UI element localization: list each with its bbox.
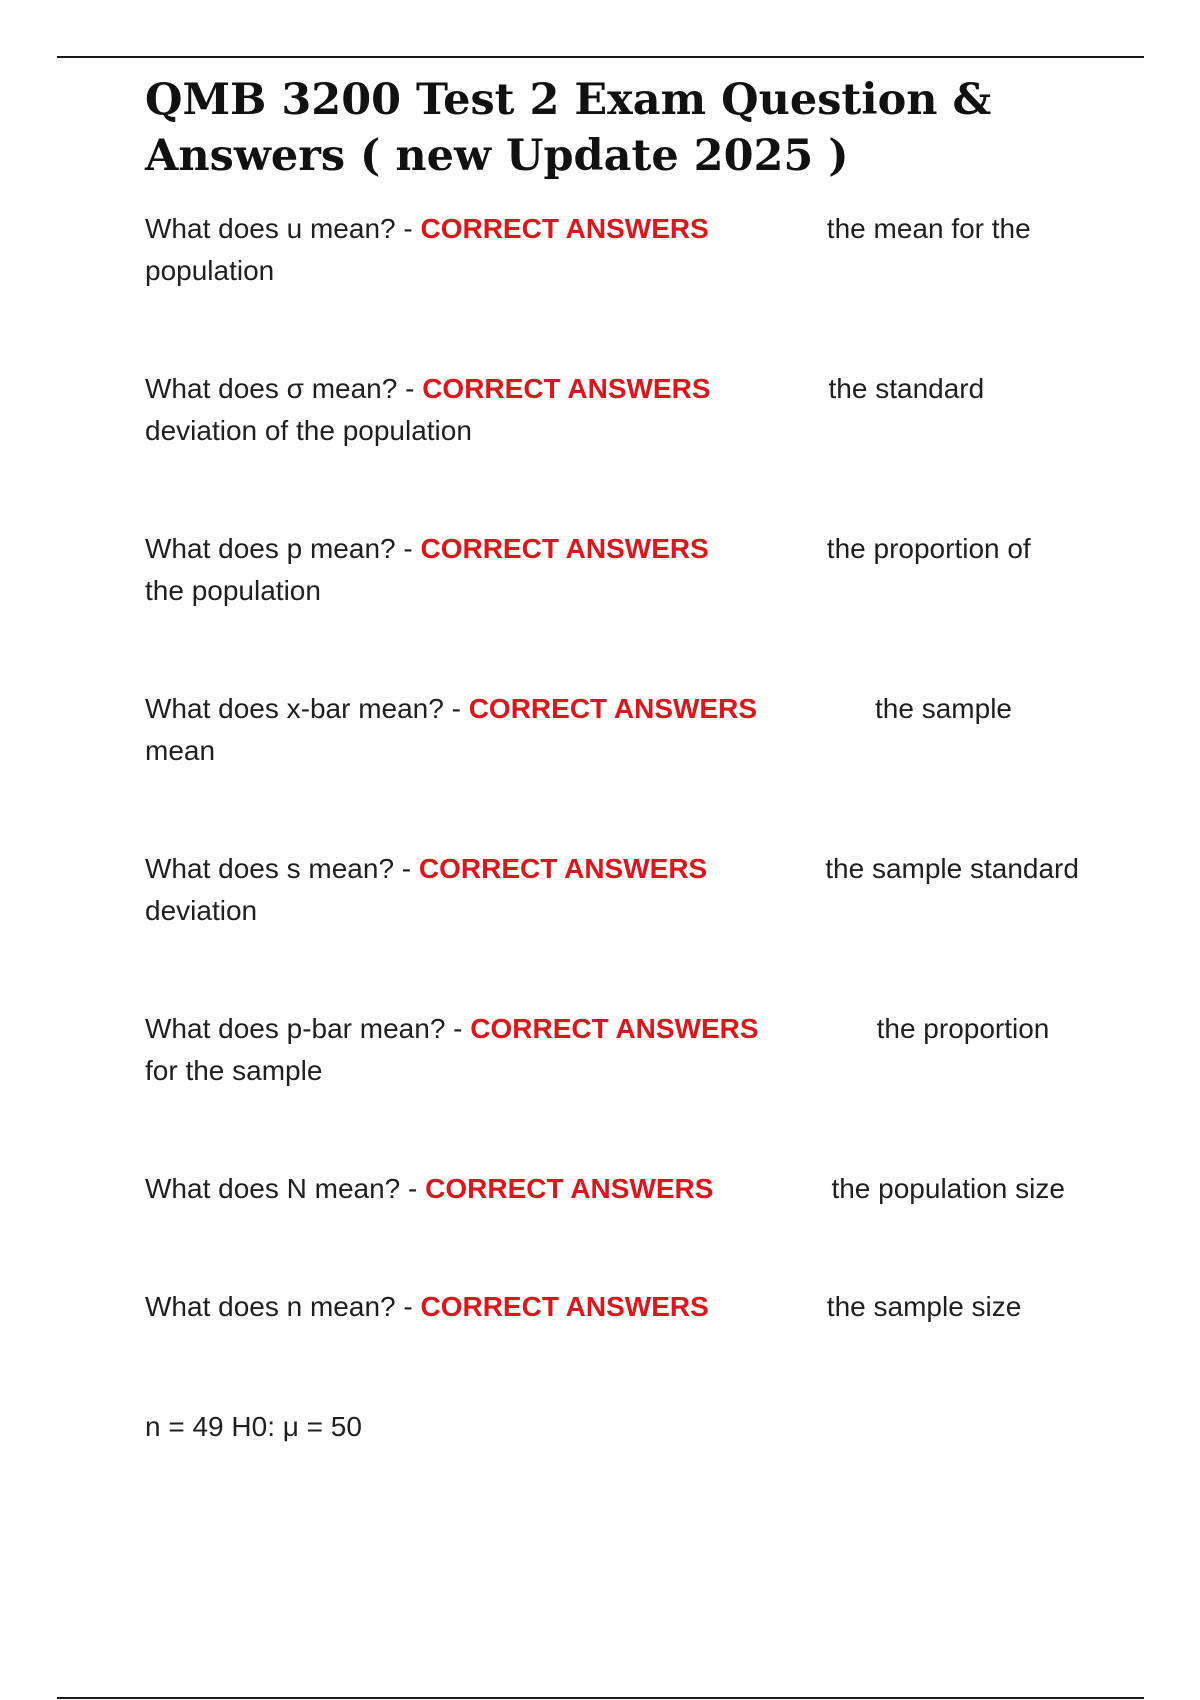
correct-answers-tag: CORRECT ANSWERS	[420, 1291, 709, 1322]
answer-text-line2: deviation	[145, 895, 258, 926]
correct-answers-tag: CORRECT ANSWERS	[420, 533, 709, 564]
answer-text-line2: for the sample	[145, 1055, 323, 1086]
separator: -	[395, 533, 421, 564]
answer-text-line2: deviation of the population	[145, 415, 472, 446]
answer-text-line1: the proportion of	[826, 533, 1031, 564]
separator: -	[445, 1013, 471, 1044]
answer-text-line1: the population size	[831, 1173, 1065, 1204]
separator: -	[394, 853, 419, 884]
correct-answers-tag: CORRECT ANSWERS	[470, 1013, 759, 1044]
question-text: What does n mean?	[145, 1291, 396, 1322]
question-text: What does x-bar mean?	[145, 693, 444, 724]
hypothesis-note: n = 49 H0: μ = 50	[145, 1411, 362, 1442]
answer-text-line2: mean	[145, 735, 216, 766]
question-text: What does N mean?	[145, 1173, 401, 1204]
separator: -	[397, 373, 423, 404]
qa-item-2	[145, 368, 1105, 452]
qa-item-4	[145, 688, 1105, 772]
top-rule	[57, 56, 1144, 58]
separator: -	[395, 1291, 421, 1322]
document-title: QMB 3200 Test 2 Exam Question & Answers ( new Update 2025 )	[145, 75, 992, 181]
qa-item-3	[145, 528, 1105, 612]
qa-item-5	[145, 848, 1105, 932]
qa-item-1	[145, 208, 1105, 292]
correct-answers-tag: CORRECT ANSWERS	[422, 373, 711, 404]
correct-answers-tag: CORRECT ANSWERS	[418, 853, 708, 884]
answer-text-line1: the proportion	[876, 1013, 1050, 1044]
answer-text-line1: the sample standard	[825, 853, 1079, 884]
bottom-rule	[57, 1697, 1144, 1699]
qa-item-8	[145, 1286, 1105, 1328]
separator: -	[395, 213, 421, 244]
answer-text-line1: the sample	[875, 693, 1012, 724]
question-text: What does u mean?	[145, 213, 396, 244]
qa-item-7	[145, 1168, 1105, 1210]
answer-text-line1: the mean for the	[826, 213, 1031, 244]
answer-text-line2: the population	[145, 575, 321, 606]
separator: -	[443, 693, 469, 724]
question-text: What does p mean?	[145, 533, 396, 564]
question-text: What does p-bar mean?	[145, 1013, 446, 1044]
qa-item-6	[145, 1008, 1105, 1092]
correct-answers-tag: CORRECT ANSWERS	[425, 1173, 714, 1204]
answer-text-line2: population	[145, 255, 275, 286]
separator: -	[400, 1173, 426, 1204]
question-text: What does σ mean?	[145, 373, 398, 404]
correct-answers-tag: CORRECT ANSWERS	[420, 213, 709, 244]
correct-answers-tag: CORRECT ANSWERS	[468, 693, 758, 724]
question-text: What does s mean?	[145, 853, 395, 884]
answer-text-line1: the standard	[828, 373, 985, 404]
answer-text-line1: the sample size	[826, 1291, 1022, 1322]
